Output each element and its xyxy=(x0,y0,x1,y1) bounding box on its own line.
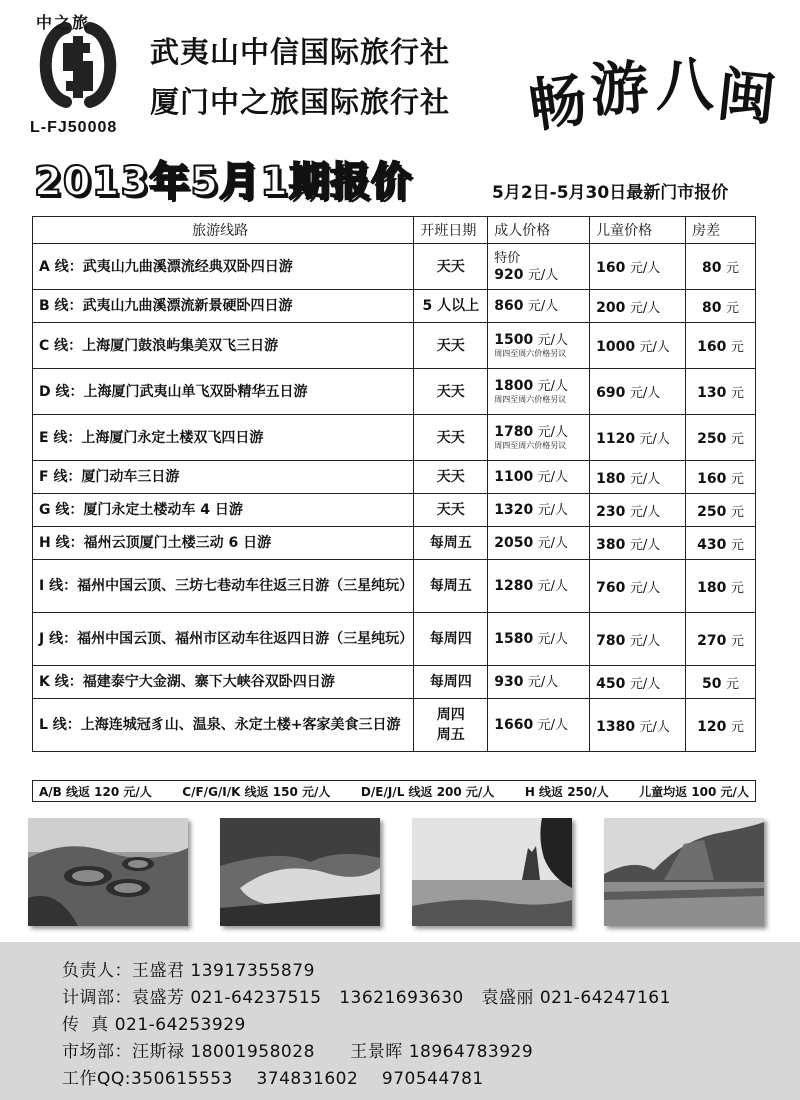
price-unit: 元/人 xyxy=(537,717,569,733)
photo-river-valley xyxy=(220,818,380,926)
table-row xyxy=(33,461,756,494)
header xyxy=(0,0,800,150)
adult-price-note: 周四至周六价格另议 xyxy=(494,395,567,404)
contact-marketing: 市场部：汪斯禄 18001958028 王景晖 18964783929 xyxy=(62,1042,534,1062)
table-header-row xyxy=(33,217,756,244)
price-unit: 元/人 xyxy=(629,580,661,596)
rebate-item: C/F/G/I/K 线返 150 元/人 xyxy=(182,784,331,799)
price-unit: 元/人 xyxy=(527,267,559,283)
child-price-cell xyxy=(590,290,686,323)
child-price-cell xyxy=(590,369,686,415)
adult-price-value: 1280 xyxy=(494,577,534,594)
price-unit: 元/人 xyxy=(537,333,569,348)
contact-planning: 计调部：袁盛芳 021-64237515 13621693630 袁盛丽 021-64247161 xyxy=(62,988,671,1008)
adult-price-value: 1660 xyxy=(494,716,534,733)
price-unit: 元/人 xyxy=(629,504,661,520)
date-cell: 周四 周五 xyxy=(414,699,488,752)
route-cell: C 线：上海厦门鼓浪屿集美双飞三日游 xyxy=(33,323,414,369)
child-price-value: 160 xyxy=(596,260,626,276)
child-price-cell xyxy=(590,666,686,699)
table-row xyxy=(33,244,756,290)
room-diff-cell xyxy=(686,494,756,527)
room-diff-cell xyxy=(686,323,756,369)
slogan-char-1: 畅 xyxy=(524,65,592,141)
room-diff-value: 250 xyxy=(697,503,727,520)
price-unit: 元/人 xyxy=(629,261,661,276)
price-unit: 元/人 xyxy=(537,631,569,647)
child-price-cell xyxy=(590,244,686,290)
room-diff-value: 50 xyxy=(702,675,722,692)
contact-manager: 负责人：王盛君 13917355879 xyxy=(62,961,315,981)
adult-price-value: 1800 xyxy=(494,378,534,394)
child-price-cell xyxy=(590,560,686,613)
table-row xyxy=(33,699,756,752)
route-cell: I 线：福州中国云顶、三坊七巷动车往返三日游（三星纯玩） xyxy=(33,560,414,613)
room-diff-unit: 元 xyxy=(725,676,739,692)
adult-price-cell xyxy=(488,613,590,666)
child-price-value: 450 xyxy=(596,675,626,692)
agency-logo xyxy=(28,14,128,114)
price-unit: 元/人 xyxy=(639,719,670,735)
adult-price-value: 1780 xyxy=(494,424,534,440)
room-diff-unit: 元 xyxy=(730,471,744,487)
date-cell: 每周五 xyxy=(414,527,488,560)
route-cell: F 线：厦门动车三日游 xyxy=(33,461,414,494)
header-date: 开班日期 xyxy=(414,217,488,244)
room-diff-value: 180 xyxy=(697,579,727,596)
slogan-char-4: 闽 xyxy=(714,60,779,134)
adult-price-value: 930 xyxy=(494,673,524,690)
price-unit: 元/人 xyxy=(629,633,661,649)
logo-text: 中之旅 xyxy=(36,13,91,32)
photo-tulou xyxy=(28,818,188,926)
price-unit: 元/人 xyxy=(629,537,661,553)
adult-price-value: 1500 xyxy=(494,332,534,348)
price-unit: 元/人 xyxy=(639,432,670,447)
price-unit: 元/人 xyxy=(537,535,569,551)
price-unit: 元/人 xyxy=(527,674,559,690)
room-diff-value: 270 xyxy=(697,632,727,649)
header-route: 旅游线路 xyxy=(33,217,414,244)
room-diff-value: 250 xyxy=(697,431,727,447)
route-cell: E 线：上海厦门永定土楼双飞四日游 xyxy=(33,415,414,461)
child-price-value: 180 xyxy=(596,470,626,487)
price-unit: 元/人 xyxy=(537,502,569,518)
adult-price-value: 920 xyxy=(494,266,524,283)
price-unit: 元/人 xyxy=(537,469,569,485)
route-cell: A 线：武夷山九曲溪漂流经典双卧四日游 xyxy=(33,244,414,290)
adult-price-value: 1320 xyxy=(494,501,534,518)
adult-price-cell xyxy=(488,699,590,752)
adult-price-value: 2050 xyxy=(494,534,534,551)
adult-price-cell xyxy=(488,461,590,494)
photo-strip xyxy=(28,818,772,930)
route-cell: K 线：福建泰宁大金湖、寨下大峡谷双卧四日游 xyxy=(33,666,414,699)
child-price-value: 1120 xyxy=(596,431,636,447)
page-subtitle: 5月2日-5月30日最新门市报价 xyxy=(492,183,729,203)
slogan-char-3: 八 xyxy=(656,51,715,119)
photo-lake-cliffs xyxy=(604,818,764,926)
child-price-value: 690 xyxy=(596,385,626,401)
child-price-cell xyxy=(590,699,686,752)
adult-price-cell xyxy=(488,323,590,369)
child-price-value: 230 xyxy=(596,503,626,520)
table-row xyxy=(33,323,756,369)
date-cell: 每周四 xyxy=(414,666,488,699)
adult-price-value: 1580 xyxy=(494,630,534,647)
child-price-cell xyxy=(590,415,686,461)
child-price-value: 760 xyxy=(596,579,626,596)
room-diff-cell xyxy=(686,527,756,560)
room-diff-cell xyxy=(686,461,756,494)
table-row xyxy=(33,613,756,666)
adult-price-note: 周四至周六价格另议 xyxy=(494,441,567,450)
table-row xyxy=(33,415,756,461)
photo-seaside xyxy=(412,818,572,926)
slogan-calligraphy xyxy=(524,42,788,141)
adult-price-cell xyxy=(488,415,590,461)
child-price-cell xyxy=(590,527,686,560)
adult-price-cell xyxy=(488,560,590,613)
room-diff-unit: 元 xyxy=(730,504,744,520)
adult-price-cell xyxy=(488,290,590,323)
contact-fax: 传 真 021-64253929 xyxy=(62,1015,246,1035)
slogan-char-2: 游 xyxy=(588,53,651,125)
route-cell: D 线：上海厦门武夷山单飞双卧精华五日游 xyxy=(33,369,414,415)
room-diff-cell xyxy=(686,415,756,461)
room-diff-value: 80 xyxy=(702,260,722,276)
room-diff-unit: 元 xyxy=(730,719,744,735)
adult-price-value: 1100 xyxy=(494,468,534,485)
date-cell: 天天 xyxy=(414,369,488,415)
child-price-cell xyxy=(590,461,686,494)
price-unit: 元/人 xyxy=(537,578,569,594)
header-child-price: 儿童价格 xyxy=(590,217,686,244)
table-row xyxy=(33,369,756,415)
child-price-cell xyxy=(590,613,686,666)
rebate-row xyxy=(32,780,756,802)
room-diff-cell xyxy=(686,613,756,666)
room-diff-unit: 元 xyxy=(725,300,739,316)
price-unit: 元/人 xyxy=(537,379,569,394)
child-price-value: 1380 xyxy=(596,718,636,735)
room-diff-cell xyxy=(686,244,756,290)
price-unit: 元/人 xyxy=(629,386,661,401)
adult-price-cell xyxy=(488,527,590,560)
license-number: L-FJ50008 xyxy=(30,119,118,136)
date-cell: 天天 xyxy=(414,415,488,461)
rebate-item: D/E/J/L 线返 200 元/人 xyxy=(360,784,495,799)
price-table xyxy=(32,216,756,752)
room-diff-value: 160 xyxy=(697,470,727,487)
room-diff-value: 80 xyxy=(702,299,722,316)
room-diff-value: 130 xyxy=(697,385,727,401)
agency-name-2: 厦门中之旅国际旅行社 xyxy=(150,85,451,119)
adult-price-cell xyxy=(488,369,590,415)
adult-price-cell xyxy=(488,244,590,290)
route-cell: L 线：上海连城冠豸山、温泉、永定土楼+客家美食三日游 xyxy=(33,699,414,752)
child-price-value: 380 xyxy=(596,536,626,553)
special-price-label: 特价 xyxy=(494,250,521,266)
date-cell: 天天 xyxy=(414,461,488,494)
date-cell: 5 人以上 xyxy=(414,290,488,323)
table-row xyxy=(33,290,756,323)
rebate-item: H 线返 250/人 xyxy=(524,784,609,799)
price-unit: 元/人 xyxy=(537,425,569,440)
room-diff-unit: 元 xyxy=(730,633,744,649)
room-diff-value: 160 xyxy=(697,339,727,355)
child-price-cell xyxy=(590,323,686,369)
header-adult-price: 成人价格 xyxy=(488,217,590,244)
room-diff-cell xyxy=(686,666,756,699)
table-row xyxy=(33,527,756,560)
adult-price-cell xyxy=(488,666,590,699)
room-diff-unit: 元 xyxy=(730,580,744,596)
page-title: 2013年5月1期报价 xyxy=(34,159,412,205)
date-cell: 天天 xyxy=(414,323,488,369)
room-diff-unit: 元 xyxy=(730,537,744,553)
room-diff-cell xyxy=(686,369,756,415)
route-cell: H 线：福州云顶厦门土楼三动 6 日游 xyxy=(33,527,414,560)
table-row xyxy=(33,560,756,613)
date-cell: 每周四 xyxy=(414,613,488,666)
room-diff-cell xyxy=(686,290,756,323)
room-diff-unit: 元 xyxy=(730,386,744,401)
adult-price-cell xyxy=(488,494,590,527)
contact-qq: 工作QQ:350615553 374831602 970544781 xyxy=(62,1069,484,1089)
route-cell: B 线：武夷山九曲溪漂流新景硬卧四日游 xyxy=(33,290,414,323)
table-row xyxy=(33,666,756,699)
price-table-body xyxy=(33,244,756,752)
room-diff-cell xyxy=(686,560,756,613)
adult-price-note: 周四至周六价格另议 xyxy=(494,349,567,358)
room-diff-cell xyxy=(686,699,756,752)
price-unit: 元/人 xyxy=(629,300,661,316)
child-price-value: 1000 xyxy=(596,339,636,355)
room-diff-value: 120 xyxy=(697,718,727,735)
price-unit: 元/人 xyxy=(629,676,661,692)
price-unit: 元/人 xyxy=(527,298,559,314)
date-cell: 天天 xyxy=(414,494,488,527)
route-cell: G 线：厦门永定土楼动车 4 日游 xyxy=(33,494,414,527)
date-cell: 每周五 xyxy=(414,560,488,613)
header-room-diff: 房差 xyxy=(686,217,756,244)
adult-price-value: 860 xyxy=(494,297,524,314)
room-diff-unit: 元 xyxy=(725,261,739,276)
room-diff-value: 430 xyxy=(697,536,727,553)
child-price-cell xyxy=(590,494,686,527)
date-cell: 天天 xyxy=(414,244,488,290)
rebate-item: 儿童均返 100 元/人 xyxy=(639,784,749,799)
child-price-value: 780 xyxy=(596,632,626,649)
table-row xyxy=(33,494,756,527)
rebate-item: A/B 线返 120 元/人 xyxy=(39,784,152,799)
room-diff-unit: 元 xyxy=(730,340,744,355)
price-unit: 元/人 xyxy=(629,471,661,487)
contact-panel xyxy=(0,942,800,1100)
agency-name-1: 武夷山中信国际旅行社 xyxy=(150,35,451,69)
route-cell: J 线：福州中国云顶、福州市区动车往返四日游（三星纯玩） xyxy=(33,613,414,666)
child-price-value: 200 xyxy=(596,299,626,316)
room-diff-unit: 元 xyxy=(730,432,744,447)
price-unit: 元/人 xyxy=(639,340,670,355)
